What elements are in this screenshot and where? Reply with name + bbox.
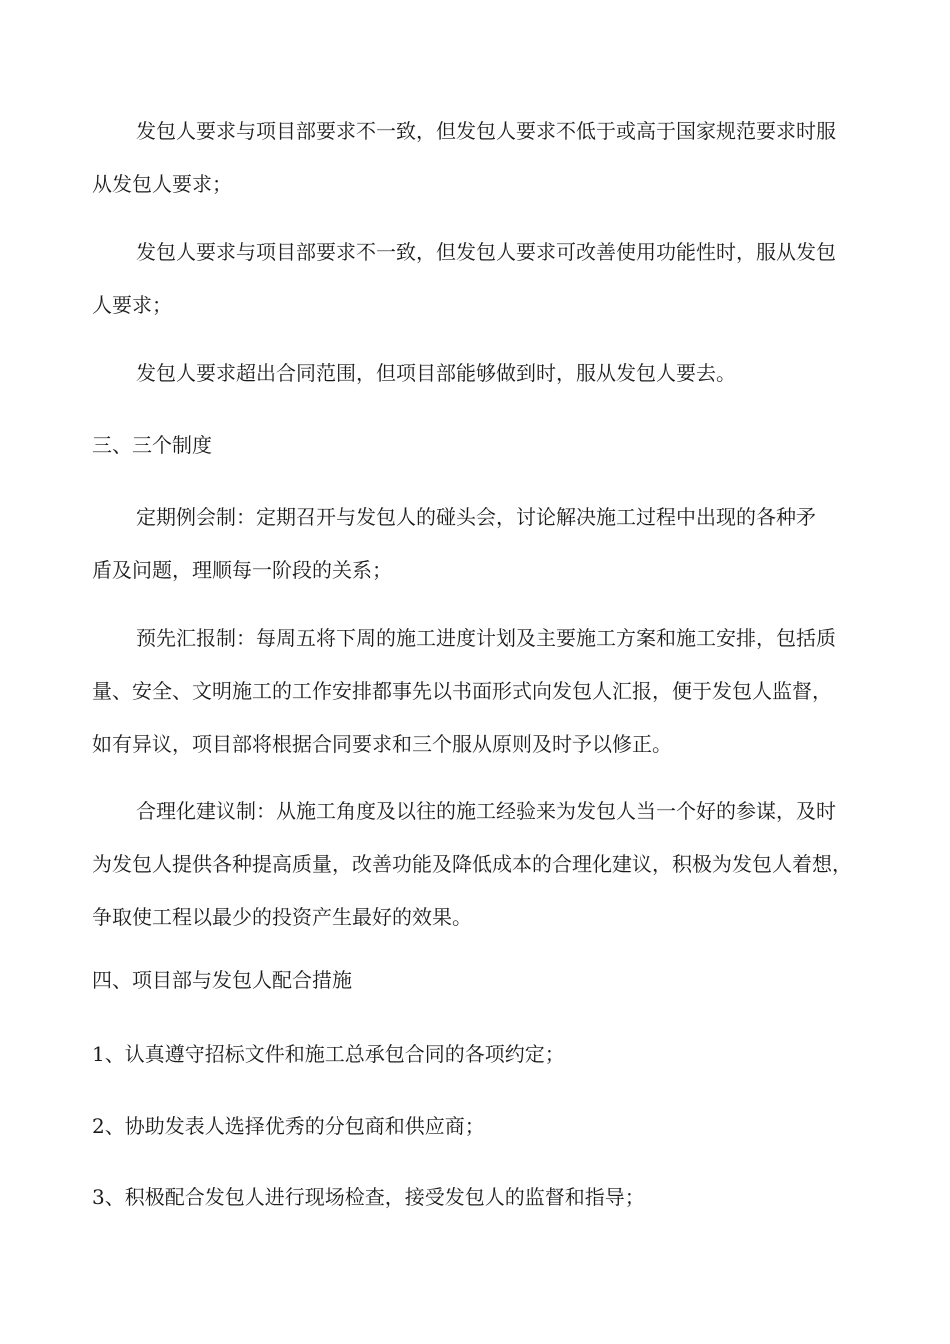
paragraph-line: 定期例会制：定期召开与发包人的碰头会，讨论解决施工过程中出现的各种矛 [136, 505, 816, 529]
section-heading: 四、项目部与发包人配合措施 [92, 968, 352, 992]
paragraph-line: 发包人要求与项目部要求不一致，但发包人要求可改善使用功能性时，服从发包 [136, 240, 836, 264]
list-item: 2、协助发表人选择优秀的分包商和供应商； [92, 1114, 485, 1138]
paragraph-line: 合理化建议制：从施工角度及以往的施工经验来为发包人当一个好的参谋，及时 [136, 799, 836, 823]
paragraph-line: 盾及问题，理顺每一阶段的关系； [92, 558, 392, 582]
paragraph-line: 如有异议，项目部将根据合同要求和三个服从原则及时予以修正。 [92, 732, 672, 756]
paragraph-line: 预先汇报制：每周五将下周的施工进度计划及主要施工方案和施工安排，包括质 [136, 626, 836, 650]
paragraph-line: 发包人要求超出合同范围，但项目部能够做到时，服从发包人要去。 [136, 361, 736, 385]
paragraph-line: 发包人要求与项目部要求不一致，但发包人要求不低于或高于国家规范要求时服 [136, 119, 836, 143]
paragraph-line: 为发包人提供各种提高质量，改善功能及降低成本的合理化建议，积极为发包人着想， [92, 852, 852, 876]
paragraph-line: 争取使工程以最少的投资产生最好的效果。 [92, 905, 472, 929]
list-item: 1、认真遵守招标文件和施工总承包合同的各项约定； [92, 1042, 565, 1066]
paragraph-line: 从发包人要求； [92, 172, 232, 196]
list-item: 3、积极配合发包人进行现场检查，接受发包人的监督和指导； [92, 1185, 645, 1209]
paragraph-line: 人要求； [92, 293, 172, 317]
paragraph-line: 量、安全、文明施工的工作安排都事先以书面形式向发包人汇报，便于发包人监督， [92, 679, 832, 703]
section-heading: 三、三个制度 [92, 433, 212, 457]
